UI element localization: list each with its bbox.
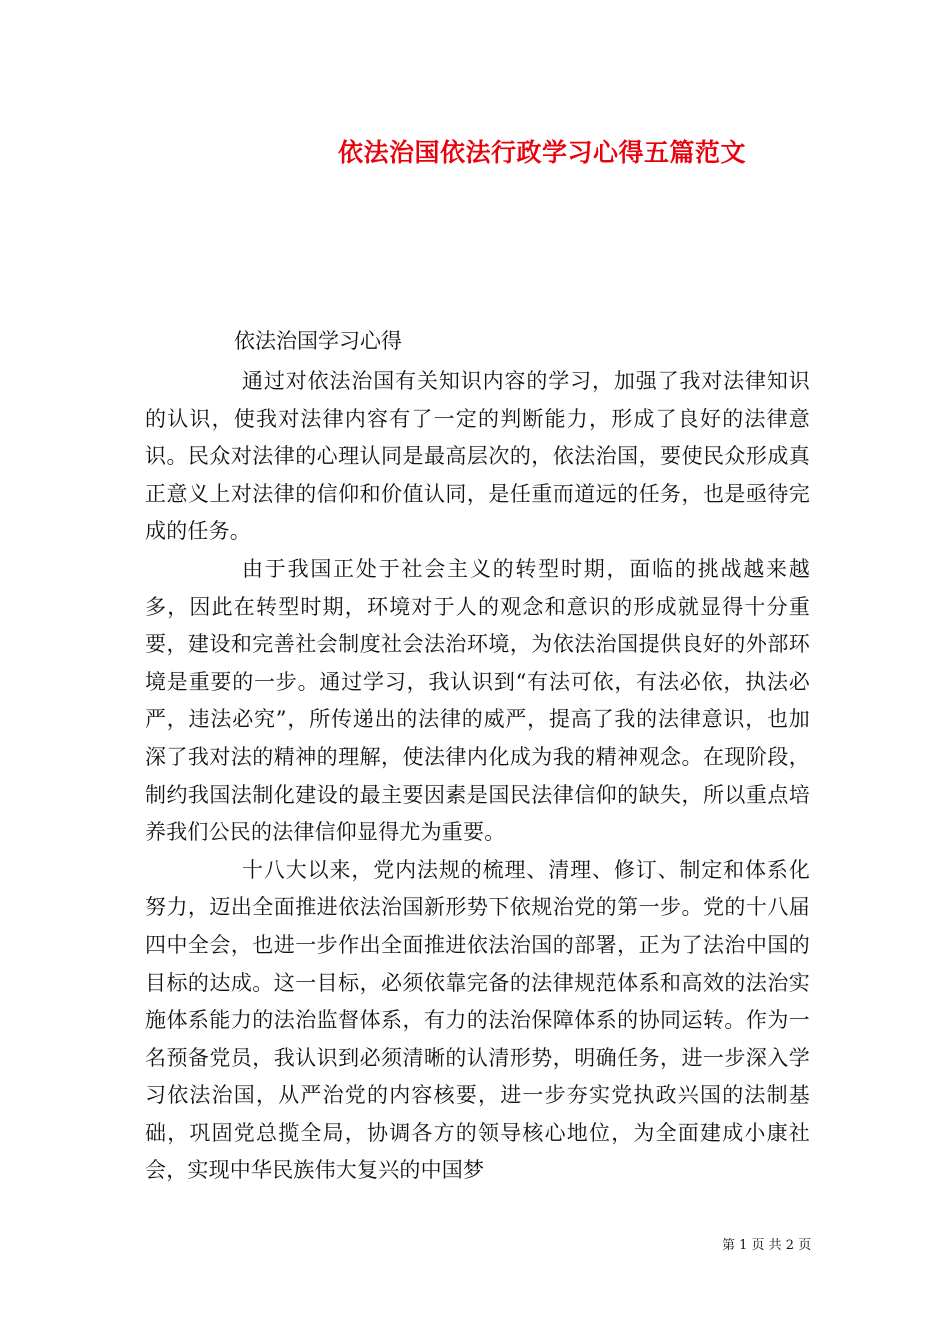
paragraph: 由于我国正处于社会主义的转型时期，面临的挑战越来越多，因此在转型时期，环境对于人的观念和意识的形成就显得十分重要，建设和完善社会制度社会法治环境，为依法治国提供良好的外部环境是重要的一步。通过学习，我认识到“有法可依，有法必依，执法必严，违法必究”，所传递出的法律的威严，提高了我的法律意识，也加深了我对法的精神的理解，使法律内化成为我的精神观念。在现阶段，制约我国法制化建设的最主要因素是国民法律信仰的缺失，所以重点培养我们公民的法律信仰显得尤为重要。 bbox=[145, 556, 810, 845]
paragraph: 十八大以来，党内法规的梳理、清理、修订、制定和体系化努力，迈出全面推进依法治国新形势下依规治党的第一步。党的十八届四中全会，也进一步作出全面推进依法治国的部署，正为了法治中国的目标的达成。这一目标，必须依靠完备的法律规范体系和高效的法治实施体系能力的法治监督体系，有力的法治保障体系的协同运转。作为一名预备党员，我认识到必须清晰的认清形势，明确任务，进一步深入学习依法治国，从严治党的内容核要，进一步夯实党执政兴国的法制基础，巩固党总揽全局，协调各方的领导核心地位，为全面建成小康社会，实现中华民族伟大复兴的中国梦 bbox=[145, 857, 810, 1183]
document-subtitle: 依法治国学习心得 bbox=[234, 329, 402, 353]
page-number-footer: 第 1 页 共 2 页 bbox=[722, 1238, 812, 1253]
paragraph: 通过对依法治国有关知识内容的学习，加强了我对法律知识的认识，使我对法律内容有了一定的判断能力，形成了良好的法律意识。民众对法律的心理认同是最高层次的，依法治国，要使民众形成真正意义上对法律的信仰和价值认同，是任重而道远的任务，也是亟待完成的任务。 bbox=[145, 369, 810, 544]
document-title: 依法治国依法行政学习心得五篇范文 bbox=[337, 138, 746, 167]
document-body bbox=[145, 363, 810, 1190]
